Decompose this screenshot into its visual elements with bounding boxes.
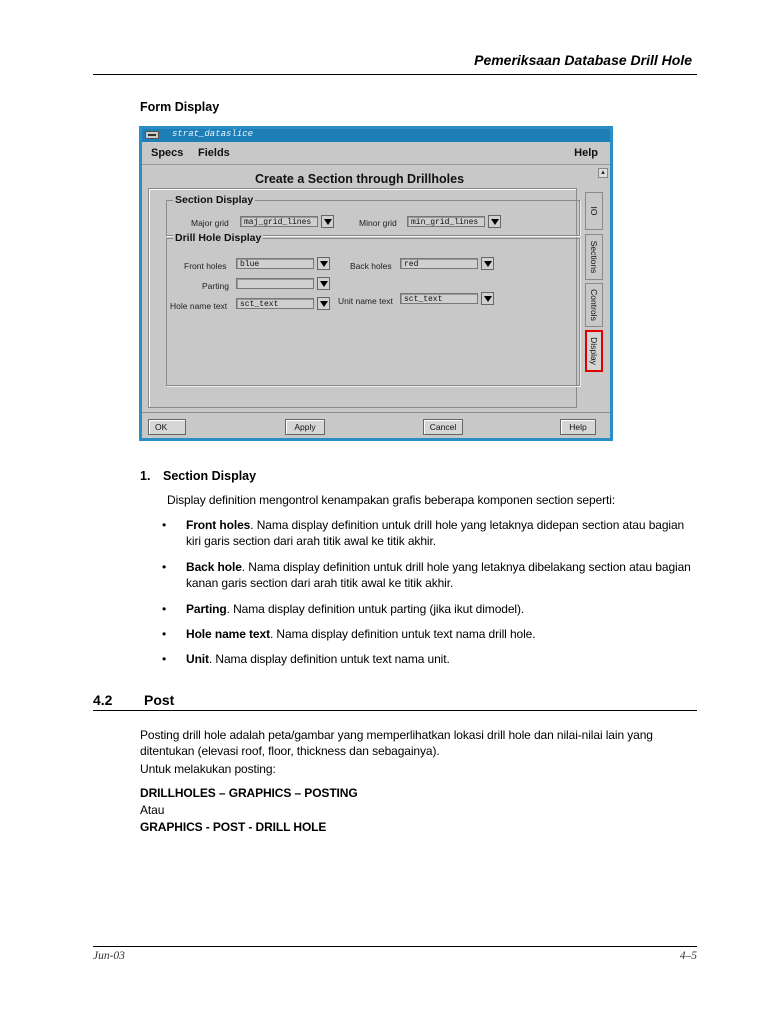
form-display-heading: Form Display [140,100,220,114]
tab-sections-label: Sections [589,240,599,274]
tab-sections[interactable] [585,234,603,280]
bullet-desc: . Nama display definition untuk text nama unit. [208,652,450,666]
bullet-marker: • [162,518,167,532]
section42-number: 4.2 [93,692,113,708]
menu-specs[interactable]: Specs [151,147,184,159]
bullet-parting [186,601,698,617]
bullet-hole-name-text [186,626,698,642]
help-button[interactable]: Help [560,419,596,435]
front-holes-dropdown-icon[interactable] [317,257,330,270]
tab-display[interactable] [585,330,603,372]
dialog-screenshot [139,126,613,441]
bullet-marker: • [162,602,167,616]
parting-field[interactable] [236,278,314,289]
cancel-button[interactable]: Cancel [423,419,463,435]
bullet-term: Parting [186,602,227,616]
tab-display-label: Display [589,337,599,365]
back-holes-field[interactable]: red [400,258,478,269]
bullet-desc: . Nama display definition untuk drill hole yang letaknya didepan section atau bagian kiri garis section dari arah titik awal ke titik akhir. [186,518,685,548]
dialog-button-row [142,412,610,433]
ok-button[interactable]: OK [148,419,186,435]
apply-button[interactable]: Apply [285,419,325,435]
section42-paragraph2: Untuk melakukan posting: [140,762,276,776]
front-holes-label: Front holes [184,261,227,271]
footer-date: Jun-03 [93,950,125,962]
drillhole-display-group-title: Drill Hole Display [175,232,262,244]
hole-name-text-label: Hole name text [170,301,228,311]
major-grid-dropdown-icon[interactable] [321,215,334,228]
menu-fields[interactable]: Fields [198,147,230,159]
minor-grid-field[interactable]: min_grid_lines [407,216,485,227]
bullet-front-holes [186,517,698,549]
footer-rule [93,946,697,947]
scroll-up-icon[interactable]: ▴ [598,168,608,178]
section-display-group-title: Section Display [175,194,254,206]
section1-title: Section Display [163,469,257,483]
hole-name-text-dropdown-icon[interactable] [317,297,330,310]
bullet-term: Front holes [186,518,251,532]
bullet-back-hole [186,559,698,591]
parting-dropdown-icon[interactable] [317,277,330,290]
bullet-unit [186,651,698,667]
major-grid-field[interactable]: maj_grid_lines [240,216,318,227]
unit-name-text-dropdown-icon[interactable] [481,292,494,305]
hole-name-text-field[interactable]: sct_text [236,298,314,309]
back-holes-dropdown-icon[interactable] [481,257,494,270]
section1-number: 1. [140,469,151,483]
minor-grid-label: Minor grid [359,218,397,228]
tab-io[interactable] [585,192,603,230]
unit-name-text-field[interactable]: sct_text [400,293,478,304]
bullet-term: Hole name text [186,627,270,641]
dialog-body [142,142,610,438]
command-drillholes-graphics-posting: DRILLHOLES – GRAPHICS – POSTING [140,786,358,800]
bullet-desc: . Nama display definition untuk parting (jika ikut dimodel). [226,602,525,616]
section-display-group [166,194,580,236]
menu-help[interactable]: Help [574,147,598,159]
dialog-panel-title: Create a Section through Drillholes [254,172,465,186]
footer-page-number: 4–5 [679,950,697,962]
bullet-term: Unit [186,652,209,666]
tab-controls[interactable] [585,283,603,327]
drillhole-display-group [166,232,580,386]
tab-io-label: IO [589,206,599,216]
header-rule [93,74,697,75]
section-rule [93,710,697,711]
dialog-window-name: strat_dataslice [172,129,254,139]
bullet-marker: • [162,627,167,641]
bullet-term: Back hole [186,560,242,574]
tab-controls-label: Controls [589,289,599,321]
dialog-titlebar [142,129,610,142]
page-header-title: Pemeriksaan Database Drill Hole [474,52,692,68]
section1-intro: Display definition mengontrol kenampakan grafis beberapa komponen section seperti: [167,493,616,507]
or-text: Atau [140,803,165,817]
unit-name-text-label: Unit name text [338,296,393,306]
minor-grid-dropdown-icon[interactable] [488,215,501,228]
back-holes-label: Back holes [350,261,392,271]
section42-paragraph1: Posting drill hole adalah peta/gambar yang memperlihatkan lokasi drill hole dan nilai-nilai lain yang ditentukan (elevasi roof, floor, thickness dan sebagainya). [140,728,653,758]
front-holes-field[interactable]: blue [236,258,314,269]
dialog-menubar [142,142,610,165]
window-menu-icon[interactable] [145,131,159,139]
bullet-marker: • [162,560,167,574]
bullet-marker: • [162,652,167,666]
major-grid-label: Major grid [191,218,229,228]
command-graphics-post-drill-hole: GRAPHICS - POST - DRILL HOLE [140,820,327,834]
parting-label: Parting [202,281,229,291]
bullet-desc: . Nama display definition untuk drill hole yang letaknya dibelakang section atau bagian kanan garis section dari arah titik awal ke titik akhir. [186,560,691,590]
section42-title: Post [144,692,175,708]
bullet-desc: . Nama display definition untuk text nama drill hole. [269,627,536,641]
content-panel [148,188,577,408]
